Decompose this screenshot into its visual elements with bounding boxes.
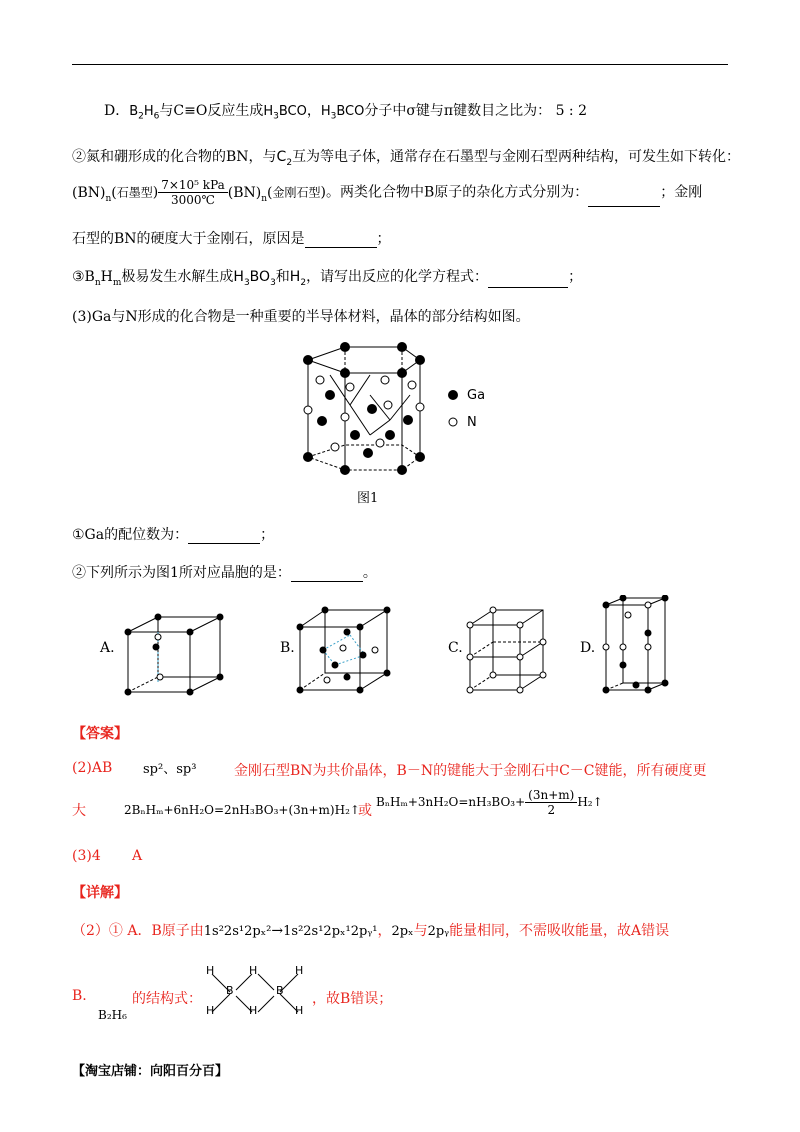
detail-lineB: B.: [72, 988, 87, 1004]
option-c-label: C.: [448, 640, 463, 656]
b2h6-label: B₂H₆: [98, 1008, 127, 1022]
n-atoms: [304, 376, 424, 451]
q3-sub2: ②下列所示为图1所对应晶胞的是： 。: [72, 565, 377, 581]
legend-ga-label: Ga: [467, 388, 486, 403]
answer-blank[interactable]: [488, 287, 568, 288]
q3-intro: (3)Ga与N形成的化合物是一种重要的半导体材料，晶体的部分结构如图。: [72, 309, 530, 325]
top-rule: [72, 64, 728, 65]
legend-n-marker: [449, 418, 457, 426]
q2-2-line3: 石型的BN的硬度大于金刚石，原因是 ；: [72, 231, 391, 247]
crystal-structure-figure: [290, 335, 530, 510]
legend-n-label: N: [467, 415, 477, 430]
option-d-line: D．$B_2H_6$与C≡O反应生成$H_3BCO$，$H_3BCO$分子中σ键与π键数目之比为： 5 : 2: [104, 103, 588, 122]
answer-blank[interactable]: [188, 543, 260, 544]
answer-blank[interactable]: [291, 581, 363, 582]
detail-line1: （2）① A．B原子由1s²2s¹2pₓ²→1s²2s¹2pₓ¹2pᵧ¹，2pₓ与2pᵧ能量相同，不需吸收能量，故A错误: [72, 923, 670, 939]
atom-h: H: [295, 1004, 304, 1017]
answer-blank[interactable]: [588, 206, 660, 207]
atom-h: H: [206, 1004, 215, 1017]
answer-q2: (2)AB: [72, 760, 113, 776]
q2-2-line2: $(BN)_n$(石墨型) $\frac{\text{7×10⁵ kPa}}{3000℃}$ $(BN)_n$(金刚石型)。两类化合物中B原子的杂化方式分别为： ；金刚: [72, 178, 703, 207]
atom-h: H: [249, 1004, 258, 1017]
detail-lineB-text: 的结构式：: [132, 991, 202, 1007]
atom-h: H: [249, 964, 258, 977]
figure-caption: 图1: [357, 491, 379, 506]
atom-b: B: [226, 984, 234, 997]
option-b-label: B.: [280, 640, 295, 656]
q2-3-line: $③B_nH_m$极易发生水解生成$H_3BO_3$和$H_2$，请写出反应的化学方程式： ；: [72, 269, 583, 288]
answer-eq1: 2BₙHₘ+6nH₂O=2nH₃BO₃+(3n+m)H₂↑: [124, 803, 360, 817]
answer-or: 或: [358, 803, 372, 819]
ga-atoms: [303, 342, 425, 475]
answer-q3-choice: A: [132, 848, 143, 864]
atom-b: B: [276, 984, 284, 997]
atom-h: H: [295, 964, 304, 977]
legend-ga-marker: [448, 390, 458, 400]
option-c-cell: [465, 605, 550, 697]
atom-h: H: [206, 964, 215, 977]
q3-sub1: ①Ga的配位数为： ；: [72, 527, 275, 543]
detail-heading: 【详解】: [72, 885, 128, 901]
answer-reason: 金刚石型BN为共价晶体，B－N的键能大于金刚石中C－C键能，所有硬度更: [234, 763, 707, 779]
footer-shop: 【淘宝店铺：向阳百分百】: [72, 1064, 229, 1079]
answer-reason-cont: 大: [72, 803, 86, 819]
option-d-label: D.: [580, 640, 596, 656]
b2h6-formula: $B_2H_6$: [129, 104, 160, 122]
option-b-cell: [295, 605, 395, 697]
option-d-cell: [598, 595, 673, 698]
condition-fraction: $\frac{\text{7×10⁵ kPa}}{3000℃}$: [158, 178, 228, 207]
answer-q3: (3)4: [72, 848, 101, 864]
answer-hybridization: sp²、sp³: [143, 762, 197, 777]
answer-heading: 【答案】: [72, 726, 128, 742]
q2-2-line1: ②氮和硼形成的化合物的BN，与$C_2$互为等电子体，通常存在石墨型与金刚石型两种结构，可发生如下转化：: [72, 149, 741, 168]
detail-lineB-end: ，故B错误；: [312, 991, 393, 1007]
option-a-label: A.: [100, 640, 115, 656]
option-a-cell: [120, 612, 230, 697]
answer-blank[interactable]: [305, 247, 377, 248]
answer-eq2: BₙHₘ+3nH₂O=nH₃BO₃+ $\frac{(3n+m)}{2}$ H₂↑: [376, 788, 603, 817]
